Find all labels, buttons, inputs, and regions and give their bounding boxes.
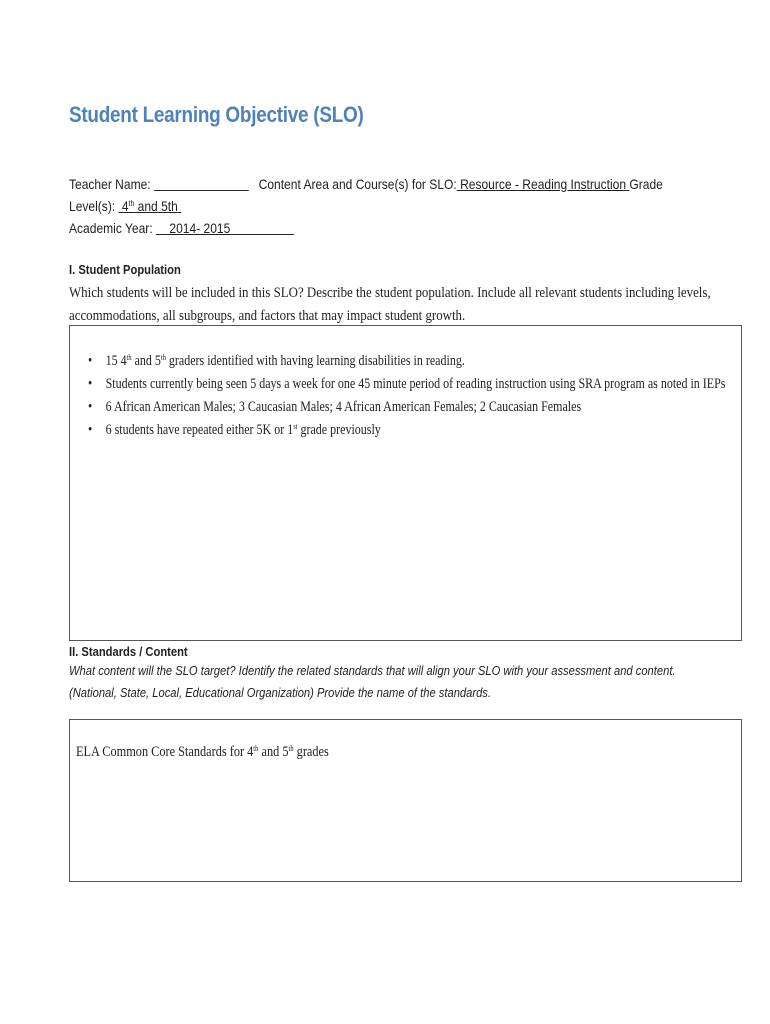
bullet-icon: •	[88, 422, 93, 438]
bullet-icon: •	[88, 376, 93, 392]
content-area-label: Content Area and Course(s) for SLO:	[258, 176, 457, 192]
section-standards-heading: II. Standards / Content	[69, 644, 188, 659]
grade-label: Grade	[629, 176, 663, 192]
standards-answer: ELA Common Core Standards for 4th and 5th grades	[76, 744, 329, 760]
teacher-name-field[interactable]	[154, 176, 249, 191]
list-item: • 6 African American Males; 3 Caucasian Males; 4 African American Females; 2 Caucasian Females	[88, 396, 696, 419]
teacher-info-line	[69, 176, 663, 192]
student-population-box[interactable]	[69, 325, 742, 641]
student-population-prompt: Which students will be included in this SLO? Describe the student population. Include all relevant students including levels, accommodations, all subgroups, and factors that may impact student growth.	[69, 285, 711, 324]
grade-levels-label: Level(s):	[69, 198, 116, 214]
list-item: • 6 students have repeated either 5K or 1st grade previously	[88, 419, 696, 442]
standards-prompt-line2: (National, State, Local, Educational Organization) Provide the name of the standards.	[69, 685, 491, 700]
standards-prompt-line1: What content will the SLO target? Identify the related standards that will align your SLO with your assessment and content.	[69, 663, 676, 678]
list-item: • Students currently being seen 5 days a week for one 45 minute period of reading instruction using SRA program as noted in IEPs	[88, 373, 696, 396]
document-title: Student Learning Objective (SLO)	[69, 102, 364, 127]
grade-levels-line	[69, 198, 181, 214]
student-population-list	[88, 350, 726, 442]
standards-box[interactable]	[69, 719, 742, 882]
bullet-icon: •	[88, 353, 93, 369]
academic-year-label: Academic Year:	[69, 220, 153, 236]
section-student-population-heading: I. Student Population	[69, 262, 181, 277]
academic-year-value: 2014- 2015	[169, 220, 231, 236]
list-item: • 15 4th and 5th graders identified with having learning disabilities in reading.	[88, 350, 696, 373]
content-area-value: Resource - Reading Instruction	[456, 176, 630, 192]
bullet-icon: •	[88, 399, 93, 415]
teacher-name-label: Teacher Name:	[69, 176, 151, 192]
grade-levels-value: 4th and 5th	[121, 198, 178, 214]
academic-year-line	[69, 220, 294, 236]
